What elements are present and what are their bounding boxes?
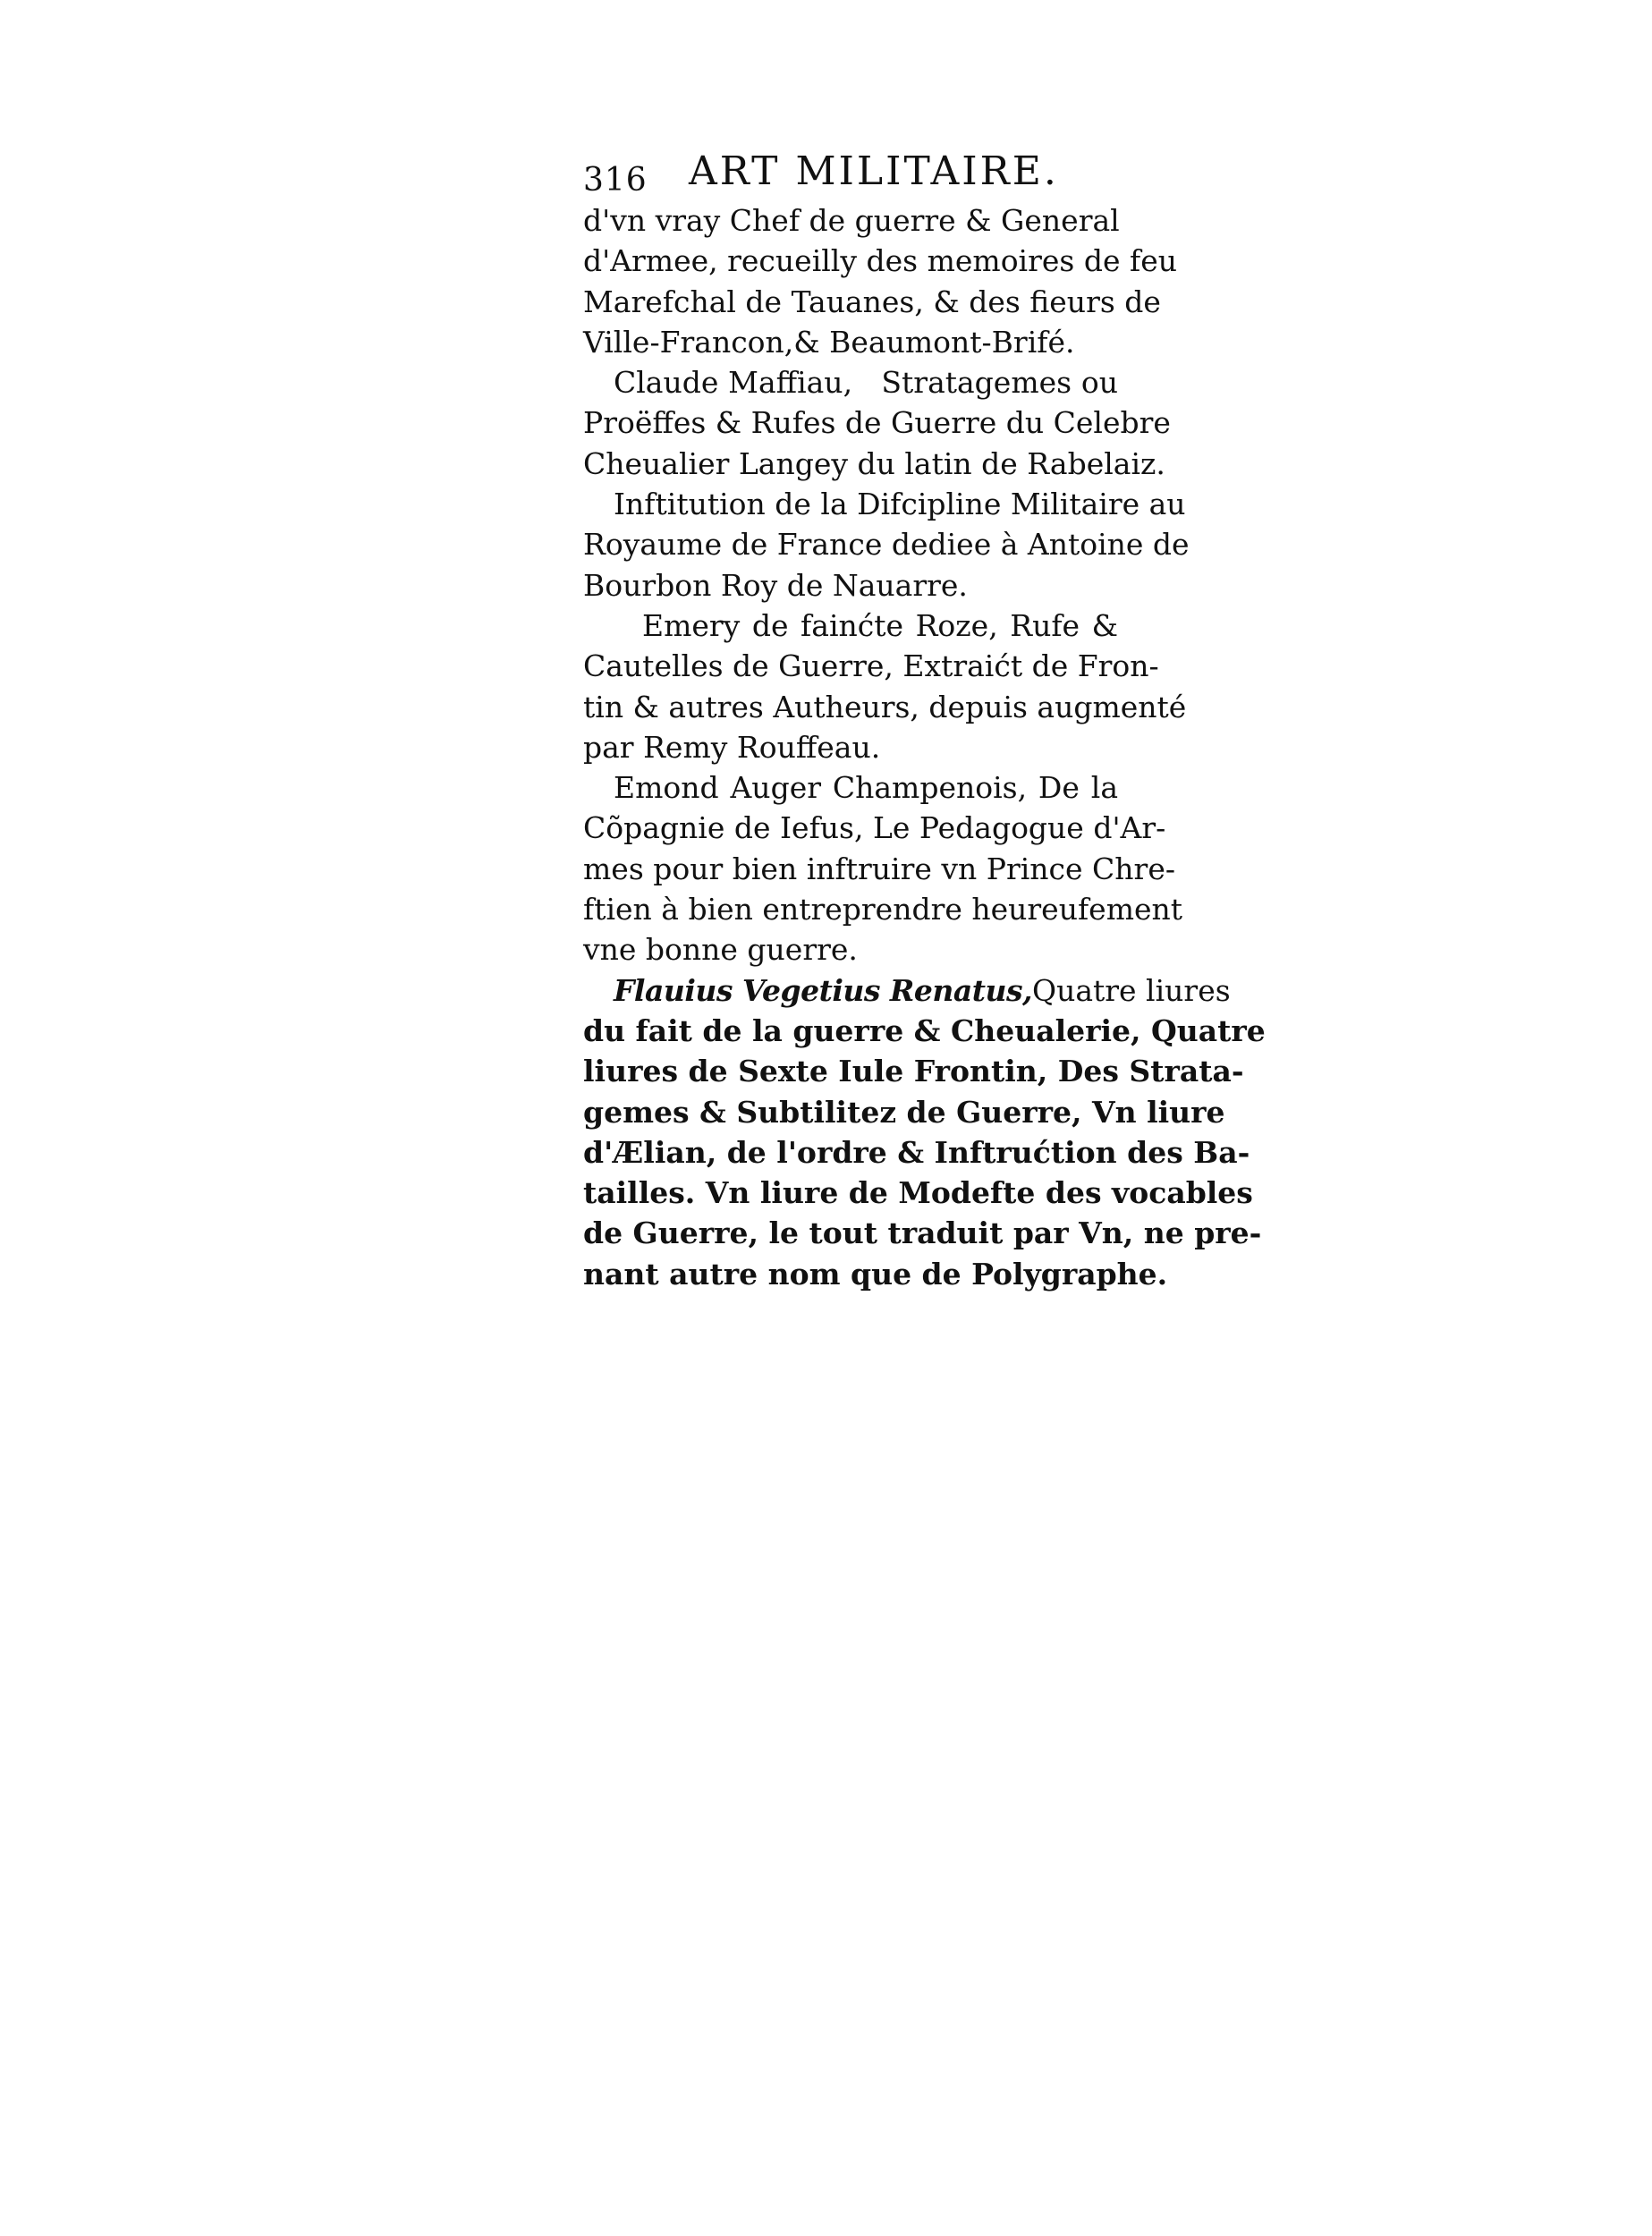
- text-line: mes pour bien inftruire vn Prince Chre-: [583, 851, 1175, 886]
- text-line: d'Armee, recueilly des memoires de feu: [583, 243, 1177, 279]
- text-line: Proëffes & Rufes de Guerre du Celebre: [583, 405, 1171, 441]
- entry-massiau: [583, 362, 1171, 484]
- text-line: tailles. Vn liure de Modefte des vocables: [583, 1175, 1253, 1211]
- text-block: [583, 148, 1266, 1294]
- text-line: Cheualier Langey du latin de Rabelaiz.: [583, 445, 1165, 481]
- text-line: liures de Sexte Iule Frontin, Des Strata-: [583, 1054, 1244, 1089]
- text-line: nant autre nom que de Polygraphe.: [583, 1256, 1168, 1292]
- text-line: Cõpagnie de Iefus, Le Pedagogue d'Ar-: [583, 810, 1166, 846]
- text-line: Emond Auger Champenois, De la: [614, 770, 1118, 806]
- text-line: par Remy Rouffeau.: [583, 729, 881, 765]
- text-line: d'vn vray Chef de guerre & General: [583, 203, 1120, 238]
- author-name-italic: Flauius Vegetius Renatus,: [614, 972, 1033, 1008]
- page-number: 316: [583, 162, 648, 199]
- text-line: vne bonne guerre.: [583, 932, 858, 968]
- entry-vegetius: [583, 970, 1266, 1294]
- entry-auger: [583, 767, 1183, 970]
- entry-roze: [583, 606, 1187, 767]
- text-line: Marefchal de Tauanes, & des fieurs de: [583, 284, 1161, 319]
- entry-institution: [583, 484, 1190, 606]
- text-line: d'Ælian, de l'ordre & Inftrućtion des Ba-: [583, 1134, 1250, 1170]
- text-line: gemes & Subtilitez de Guerre, Vn liure: [583, 1094, 1225, 1130]
- text-line: [583, 970, 1231, 1011]
- running-head: ART MILITAIRE.: [689, 148, 1059, 194]
- text-line: ftien à bien entreprendre heureufement: [583, 892, 1183, 927]
- text-line: Royaume de France dediee à Antoine de: [583, 527, 1190, 563]
- page-header: [583, 150, 1118, 200]
- text-line: Bourbon Roy de Nauarre.: [583, 567, 968, 603]
- text-line: Inftitution de la Difcipline Militaire au: [614, 487, 1186, 522]
- text-line: Emery de fainćte Roze, Rufe &: [642, 607, 1118, 643]
- text-line: tin & autres Autheurs, depuis augmenté: [583, 689, 1187, 724]
- entry-general: [583, 200, 1177, 362]
- text-line: Ville-Francon,& Beaumont-Brifé.: [583, 324, 1075, 360]
- text-fragment: Quatre liures: [1032, 972, 1231, 1008]
- text-line: Claude Maffiau, Stratagemes ou: [614, 365, 1118, 401]
- text-line: du fait de la guerre & Cheualerie, Quatre: [583, 1012, 1266, 1048]
- text-line: de Guerre, le tout traduit par Vn, ne pre-: [583, 1215, 1262, 1251]
- text-line: Cautelles de Guerre, Extraićt de Fron-: [583, 648, 1159, 684]
